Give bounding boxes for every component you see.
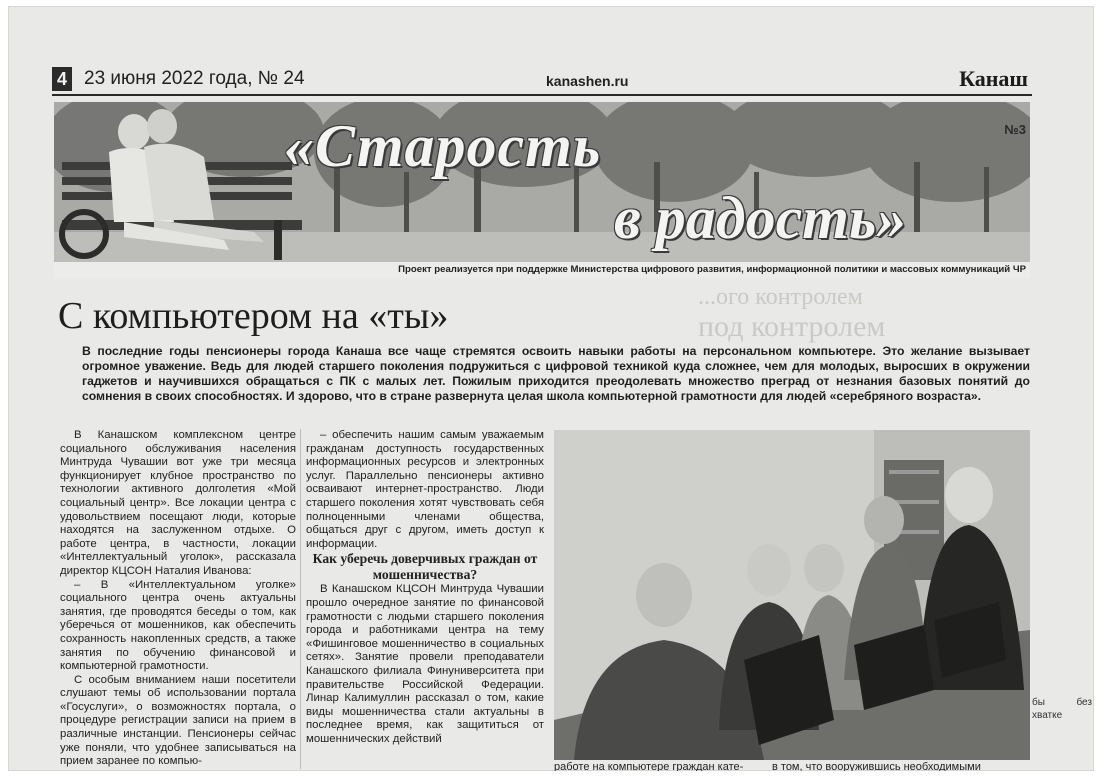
column-divider [300,429,301,769]
paragraph: В Канашском комплексном центре социального обслуживания населения Минтруда Чувашии вот уже три месяца функционирует клубное пространство по технологии активного долголетия «Мой социальный центр». Все локации центра с удовольствием посещают люди, которые находятся на заслуженном отдыхе. О работе центра, в частности, локации «Интеллектуальный уголок», рассказала директор КЦСОН Наталия Иванова: [60,429,296,577]
article-continuation: в том, что вооружившись необходимыми [772,761,981,771]
banner-title-line1: «Старость [284,113,602,179]
seniors-at-laptops-photo [554,430,1030,760]
side-fragment: бы без хватке [1032,697,1092,721]
project-note: Проект реализуется при поддержке Министерства цифрового развития, информационной политики и массовых коммуникаций ЧР [54,262,1030,278]
paragraph: В Канашском КЦСОН Минтруда Чувашии прошло очередное занятие по финансовой грамотности с людьми старшего поколения города и работниками центра на тему «Фишинговое мошенничество в социальных сетях». Занятие провели преподаватели Канашского филиала Финуниверситета при правительстве Российской Федерации. Линар Калимуллин рассказал о том, какие виды мошенничества стали актуальны в последнее время, как защититься от мошеннических действий [306,583,544,745]
section-banner [54,102,1030,278]
paragraph: С особым вниманием наши посетители слушают темы об использовании портала «Госуслуги», о возможностях портала, о процедуре регистрации записи на прием в различные инстанции. Пенсионеры сейчас уже поняли, что удобнее записываться на прием заранее по компью- [60,673,296,768]
page-header [52,64,1032,96]
banner-title-line2: в радость» [614,185,907,251]
banner-number: №3 [1004,122,1026,137]
site-url: kanashen.ru [546,73,629,89]
page-number: 4 [52,67,72,91]
issue-date: 23 июня 2022 года, № 24 [84,68,305,89]
column-1 [60,429,296,769]
column-2 [306,429,544,769]
paragraph: – В «Интеллектуальном уголке» социального центра очень актуальны занятия, где проводятся беседы о том, как уберечься от мошенников, как обеспечить сохранность накопленных средств, а также занятия по обучению финансовой и компьютерной грамотности. [60,578,296,673]
bleed-through-text: ...ого контролем под контролем [698,284,886,343]
article-photo [554,430,1030,760]
paragraph: – обеспечить нашим самым уважаемым гражданам доступность государственных информационных ресурсов и электронных услуг. Параллельно пенсионеры активно осваивают интернет-пространство. Люди старшего поколения хотят чувствовать себя полноценными членами общества, общаться друг с другом, иметь доступ к информации. [306,429,544,550]
article-lead: В последние годы пенсионеры города Канаша все чаще стремятся освоить навыки работы на персональном компьютере. Это желание вызывает огромное уважение. Ведь для людей старшего поколения подружиться с цифровой техникой куда сложнее, чем для молодых, выросших в окружении гаджетов и научившихся обращаться с ПК с малых лет. Пожилым приходится преодолевать множество преград от незнания базовых понятий до сомнения в своих способностях. И здорово, что в стране развернута целая школа компьютерной грамотности для людей «серебряного возраста». [82,344,1030,403]
article-text-bottom: работе на компьютере граждан кате- [554,761,744,771]
subheading: Как уберечь доверчивых граждан от мошенничества? [312,551,538,583]
newspaper-page [8,6,1094,771]
city-name: Канаш [959,66,1028,91]
article-headline: С компьютером на «ты» [58,295,449,337]
